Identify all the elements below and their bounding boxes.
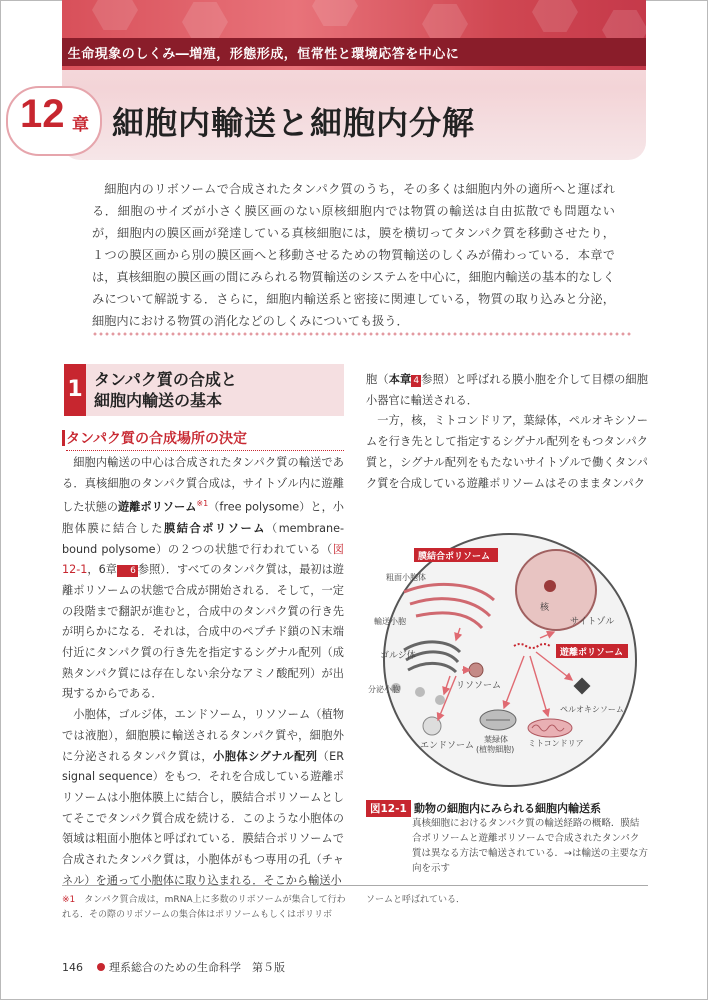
mitochondria	[528, 719, 572, 737]
paragraph: 小胞体，ゴルジ体，エンドソーム，リソソーム（植物では液胞），細胞膜に輸送されるタンパク質や，細胞外に分泌されるタンパク質は，小胞体シグナル配列（ER signal sequence）をもつ．それを合成している遊離ポリソームは小胞体膜上に結合し，膜結合ポリソームとしてそこでタンパク質合成を続ける．このような小胞体の領域は粗面小胞体と呼ばれている．膜結合ポリソームで合成されたタンパク質は，小胞体がもつ専用の孔（チャネル）を通って小胞体に取り込まれる．そこから輸送小	[62, 708, 345, 887]
chapter-suffix: 章	[72, 115, 89, 135]
chapter-number: 12	[20, 92, 65, 136]
paragraph: 一方，核，ミトコンドリア，葉緑体，ペルオキシソームを行き先として指定するシグナル配列をもつタンパク質と，シグナル配列をもたないサイトゾルで働くタンパク質を合成している遊離ポリソームはそのままタンパク	[366, 414, 648, 490]
dotted-divider	[92, 331, 632, 337]
label-lysosome: リソソーム	[456, 681, 502, 691]
section-number: 1	[64, 364, 86, 416]
label-transport-vesicle: 輸送小胞	[374, 617, 406, 626]
bullet-icon	[97, 963, 105, 971]
figure-caption-title: 動物の細胞内にみられる細胞内輸送系	[414, 802, 601, 815]
part-heading	[14, 43, 459, 62]
label-free-polysome: 遊離ポリソーム	[560, 648, 624, 658]
chloroplast	[480, 710, 516, 730]
footnote-ref[interactable]: ※1	[196, 499, 209, 509]
term-membrane-polysome: 膜結合ポリソーム	[164, 521, 266, 535]
label-nucleus: 核	[540, 603, 550, 613]
label-chloroplast-note: (植物細胞)	[476, 745, 515, 754]
figure-caption-description: 真核細胞におけるタンパク質の輸送経路の概略．膜結合ポリソームと遊離ポリソームで合成されたタンパク質は異なる方法で輸送されている．→は輸送の主要な方向を示す	[412, 818, 648, 874]
page-number: 146	[62, 961, 83, 974]
lysosome	[469, 663, 483, 677]
footnote-divider	[62, 885, 648, 886]
part-number: 第Ⅲ部	[14, 47, 54, 62]
section-title: タンパク質の合成と 細胞内輸送の基本	[94, 370, 237, 410]
footnote-marker: ※1	[62, 895, 76, 905]
chapter-title: 細胞内輸送と細胞内分解	[112, 104, 476, 142]
cell-diagram	[364, 520, 648, 790]
subheading-underline	[66, 450, 344, 451]
label-rough-er: 粗面小胞体	[386, 573, 426, 582]
book-title: 理系総合のための生命科学 第５版	[109, 961, 285, 974]
label-golgi: ゴルジ体	[380, 651, 416, 661]
label-cytosol: サイトゾル	[570, 617, 615, 627]
label-endosome: エンドソーム	[420, 741, 475, 751]
label-membrane-polysome: 膜結合ポリソーム	[418, 552, 491, 562]
term-er-signal: 小胞体シグナル配列	[213, 749, 318, 763]
paragraph: 胞（本章 4 参照）と呼ばれる膜小胞を介して目標の細胞小器官に輸送される．	[366, 373, 648, 407]
figure-12-1	[364, 520, 648, 790]
footnote-right: ソームと呼ばれている．	[366, 895, 466, 905]
label-chloroplast: 葉緑体	[484, 735, 508, 744]
section-ref-link[interactable]: 本章 4	[388, 373, 420, 386]
part-title: 生命現象のしくみ―増殖，形態形成，恒常性と環境応答を中心に	[67, 47, 460, 62]
figure-caption-label: 図12-1	[366, 800, 411, 817]
right-column	[366, 370, 648, 494]
label-peroxisome: ペルオキシソーム	[560, 705, 624, 714]
paragraph: 細胞内輸送の中心は合成されたタンパク質の輸送である．真核細胞のタンパク質合成は，サイトゾル内に遊離した状態の遊離ポリソーム$^{※1}$（free polysome）と，小胞体膜に結合した膜結合ポリソーム（membrane-bound polysome）の２つの状態で行われている（図12-1，6章 6 参照）．すべてのタンパク質は，最初は遊離ポリソームの状態で合成が開始される．そして，一定の段階まで翻訳が進むと，合成中のタンパク質の行き先が明らかになる．それは，合成中のペプチド鎖のＮ末端付近にタンパク質の行き先を指定するシグナル配列（成熟タンパク質には存在しない余分なアミノ酸配列）が出現するからである．	[62, 456, 344, 701]
secretory-vesicle	[435, 695, 445, 705]
figure-link[interactable]: 図12-1	[62, 542, 344, 577]
chapter-intro: 細胞内のリボソームで合成されたタンパク質のうち，その多くは細胞内外の適所へと運ばれる．細胞のサイズが小さく膜区画のない原核細胞内では物質の輸送は自由拡散でも問題ないが，細胞内の膜区画が発達している真核細胞には，膜を横切ってタンパク質を移動させたり，１つの膜区画から別の膜区画へと移動させるための物質輸送のしくみが備わっている．本章では，真核細胞の膜区画の間にみられる物質輸送のシステムを中心に，細胞内輸送の基本的なしくみについて解説する．さらに，細胞内輸送系と密接に関連している，物質の取り込みと分泌，細胞内における物質の消化などのしくみについても扱う．	[92, 182, 615, 328]
label-mitochondria: ミトコンドリア	[528, 739, 584, 748]
term-free-polysome: 遊離ポリソーム	[118, 501, 197, 515]
subheading: タンパク質の合成場所の決定	[66, 428, 247, 448]
label-secretory-vesicle: 分泌小胞	[368, 685, 400, 694]
secretory-vesicle	[415, 687, 425, 697]
left-column	[62, 453, 344, 892]
page-footer	[62, 959, 285, 975]
chapter-ref-link[interactable]: 6章 6	[98, 563, 136, 577]
footnote-left: ※1 タンパク質合成は，mRNA上に多数のリボソームが集合して行われる．その際のリボソームの集合体はポリソームもしくはポリリボ	[62, 895, 346, 920]
